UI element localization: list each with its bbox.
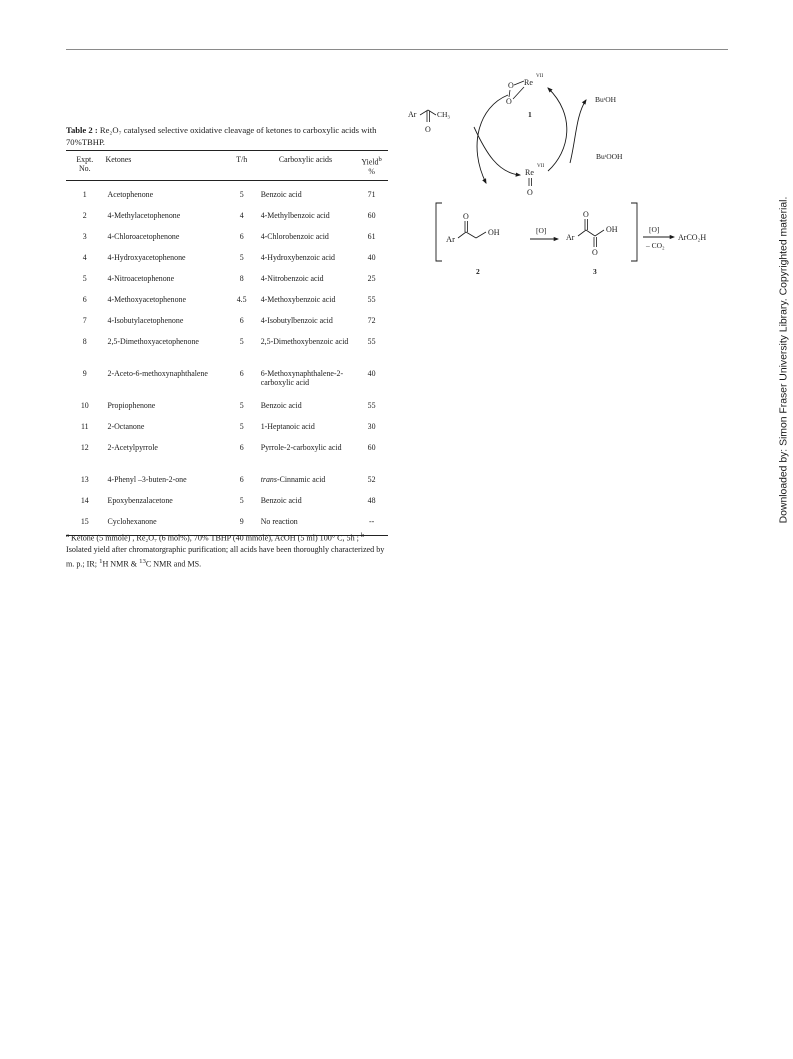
cell-ketone: Cyclohexanone — [104, 517, 228, 536]
table-row — [66, 253, 388, 274]
cell-no: 8 — [82, 337, 87, 347]
cell-no: 3 — [82, 232, 87, 242]
carbonyl-3a-o-label: O — [583, 210, 589, 219]
table-row — [66, 422, 388, 443]
cell-time: 5 — [239, 422, 244, 432]
hydroxy-ketone-2 — [446, 212, 500, 276]
ar-3-label: Ar — [566, 233, 575, 242]
cell-time: 5 — [239, 337, 244, 347]
bracket-right — [631, 203, 637, 261]
ketone-substrate — [408, 110, 450, 134]
oxidation-2-label: [O] — [649, 225, 660, 234]
ar-2-label: Ar — [446, 234, 455, 244]
cell-ketone: 4-Methoxyacetophenone — [107, 295, 186, 305]
table-row — [66, 496, 388, 517]
bracket-left — [436, 203, 442, 261]
compound-3-label: 3 — [593, 267, 597, 276]
table-row — [66, 401, 388, 422]
cell-ketone: 2-Octanone — [107, 422, 145, 432]
final-product-label: ArCO₂H — [678, 233, 707, 242]
table-row — [66, 211, 388, 232]
peroxo-rhenium-species — [506, 73, 543, 119]
header-ketones: Ketones — [104, 151, 228, 181]
cell-no: 5 — [82, 274, 87, 284]
oxidation-1-label: [O] — [536, 226, 547, 235]
cell-ketone: Acetophenone — [107, 190, 154, 200]
cell-yield: 72 — [367, 316, 376, 326]
cell-acid: 1-Heptanoic acid — [260, 422, 315, 432]
compound-1-label: 1 — [528, 110, 532, 119]
carbonyl-2-o-label: O — [463, 212, 469, 221]
cell-yield: 25 — [367, 274, 376, 284]
cell-time: 5 — [239, 190, 244, 200]
table-row — [66, 443, 388, 475]
cell-ketone: 4-Nitroacetophenone — [107, 274, 175, 284]
cell-no: 10 — [80, 401, 89, 411]
cell-time: 5 — [239, 496, 244, 506]
header-yield: Yield$^b$ % — [355, 151, 388, 181]
cycle-inner-arrow — [474, 127, 520, 175]
cell-no: 9 — [82, 369, 87, 379]
cell-no: 1 — [82, 190, 87, 200]
cell-time: 4.5 — [236, 295, 247, 305]
cell-yield: 52 — [367, 475, 376, 485]
decarboxylation-label: – CO₂ — [646, 241, 665, 250]
table-row — [66, 316, 388, 337]
cell-acid: trans-Cinnamic acid — [260, 475, 326, 485]
cell-no: 15 — [66, 517, 104, 536]
yield-table — [66, 150, 388, 536]
header-expt-no: Expt. No. — [66, 151, 104, 181]
cell-acid: 6-Methoxynaphthalene-2-carboxylic acid — [260, 369, 344, 388]
cell-time: 4 — [239, 211, 244, 221]
cell-time: 5 — [239, 253, 244, 263]
cell-yield: 60 — [367, 443, 376, 453]
tbhp-arrow — [570, 100, 586, 163]
cell-acid: 4-Isobutylbenzoic acid — [260, 316, 333, 326]
cell-ketone: 2-Acetylpyrrole — [107, 443, 158, 453]
cell-no: 14 — [80, 496, 89, 506]
table-row — [66, 337, 388, 369]
cell-no: 6 — [82, 295, 87, 305]
ch3-label: CH₃ — [437, 110, 451, 119]
tbhp-label: BuᵗOOH — [596, 152, 623, 161]
cell-yield: 40 — [367, 253, 376, 263]
header-acids: Carboxylic acids — [256, 151, 356, 181]
cell-ketone: 4-Methylacetophenone — [107, 211, 181, 221]
table-row — [66, 295, 388, 316]
table-row — [66, 181, 388, 212]
cell-ketone: 2-Aceto-6-methoxynaphthalene — [107, 369, 208, 379]
tbutanol-label: BuᵗOH — [595, 95, 617, 104]
cell-acid: Benzoic acid — [260, 190, 302, 200]
cell-ketone: Propiophenone — [107, 401, 156, 411]
cell-time: 6 — [239, 232, 244, 242]
cell-time: 9 — [228, 517, 256, 536]
re-upper-ox-state: VII — [536, 73, 544, 79]
cell-ketone: 2,5-Dimethoxyacetophenone — [107, 337, 199, 347]
cell-yield: 55 — [367, 295, 376, 305]
cell-acid-prefix: trans — [260, 475, 277, 485]
top-rule — [66, 49, 728, 50]
table-caption-label: Table 2 : — [66, 125, 98, 135]
carbonyl-3b-o-label: O — [592, 248, 598, 257]
carbonyl-o-label: O — [425, 125, 431, 134]
cell-yield: -- — [355, 517, 388, 536]
re-upper-label: Re — [524, 78, 533, 87]
cell-time: 6 — [239, 369, 244, 379]
cycle-left-arrow — [477, 95, 508, 183]
cell-yield: 48 — [367, 496, 376, 506]
cell-time: 5 — [239, 401, 244, 411]
cell-yield: 60 — [367, 211, 376, 221]
cell-no: 13 — [80, 475, 89, 485]
cell-acid: 4-Methylbenzoic acid — [260, 211, 330, 221]
hydroxy-2-label: OH — [488, 228, 500, 237]
cell-ketone: 4-Chloroacetophenone — [107, 232, 180, 242]
cell-time: 6 — [239, 316, 244, 326]
table-row — [66, 232, 388, 253]
cell-time: 6 — [239, 475, 244, 485]
cell-acid: 4-Nitrobenzoic acid — [260, 274, 324, 284]
ar-label: Ar — [408, 110, 417, 119]
oxo-rhenium-species — [525, 163, 544, 197]
cell-time: 6 — [239, 443, 244, 453]
header-time: T/h — [228, 151, 256, 181]
cell-yield: 30 — [367, 422, 376, 432]
cell-no: 11 — [80, 422, 89, 432]
cell-no: 4 — [82, 253, 87, 263]
cell-yield: 55 — [367, 401, 376, 411]
table-row — [66, 369, 388, 401]
table-caption — [66, 125, 388, 148]
re-lower-ox-state: VII — [537, 163, 545, 169]
cell-acid: No reaction — [256, 517, 356, 536]
hydroxy-3-label: OH — [606, 225, 618, 234]
cycle-right-arrow — [548, 88, 567, 171]
cell-acid: 4-Chlorobenzoic acid — [260, 232, 329, 242]
peroxo-o-upper-label: O — [508, 81, 514, 90]
cell-ketone: 4-Isobutylacetophenone — [107, 316, 184, 326]
reaction-scheme — [398, 55, 728, 295]
table-row — [66, 274, 388, 295]
table-row — [66, 475, 388, 496]
cell-time: 8 — [239, 274, 244, 284]
compound-2-label: 2 — [476, 267, 480, 276]
cell-acid: 2,5-Dimethoxybenzoic acid — [260, 337, 349, 347]
cell-yield: 40 — [367, 369, 376, 379]
cell-no: 2 — [82, 211, 87, 221]
cell-acid: Benzoic acid — [260, 401, 302, 411]
cell-acid: 4-Methoxybenzoic acid — [260, 295, 336, 305]
cell-no: 12 — [80, 443, 89, 453]
re-oxo-o-label: O — [527, 188, 533, 197]
peroxo-o-lower-label: O — [506, 97, 512, 106]
cell-yield: 71 — [367, 190, 376, 200]
table-header-row — [66, 151, 388, 181]
cell-yield: 55 — [367, 337, 376, 347]
cell-ketone: 4-Hydroxyacetophenone — [107, 253, 186, 263]
table-caption-text: Re₂O₇ catalysed selective oxidative cleavage of ketones to carboxylic acids with 70%TBHP. — [66, 125, 377, 147]
cell-ketone: Epoxybenzalacetone — [107, 496, 173, 506]
cell-acid: Pyrrole-2-carboxylic acid — [260, 443, 342, 453]
cell-yield: 61 — [367, 232, 376, 242]
download-watermark: Downloaded by: Simon Fraser University Library. Copyrighted material. — [778, 196, 790, 524]
cell-acid: Benzoic acid — [260, 496, 302, 506]
cell-acid: 4-Hydroxybenzoic acid — [260, 253, 335, 263]
re-lower-label: Re — [525, 168, 534, 177]
cell-no: 7 — [82, 316, 87, 326]
cell-ketone: 4-Phenyl –3-buten-2-one — [107, 475, 187, 485]
table-footnote: $^a$ Ketone (5 mmole) , Re₂O₇ (6 mol%), 70% TBHP (40 mmole), AcOH (5 ml) 100° C, 5h ; $^b$ Isolated yield after chromatorgraphic purification; all acids have been thoroughly characterized by m. p.; IR; $^1$H NMR & $^{13}$C NMR and MS. — [66, 532, 385, 569]
keto-acid-3 — [566, 210, 618, 276]
